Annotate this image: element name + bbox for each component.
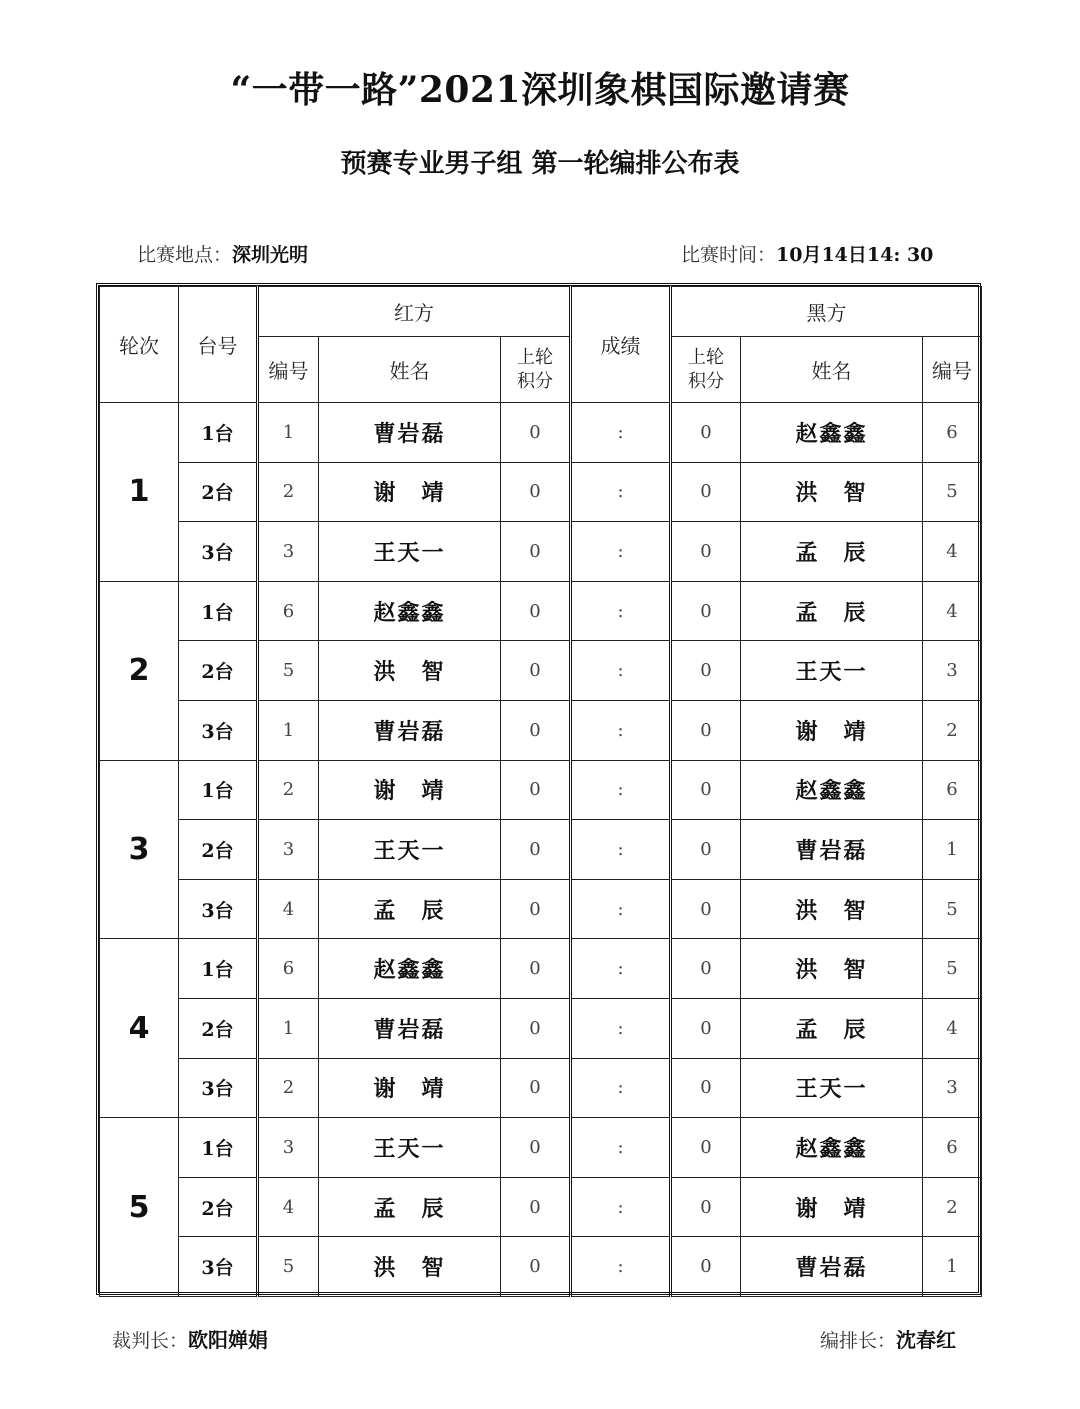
game-row <box>100 522 982 582</box>
red-player-name: 孟 辰 <box>319 1177 501 1237</box>
board-number: 3台 <box>179 700 258 760</box>
header-black: 黑方 <box>671 287 982 337</box>
pairing-table <box>99 286 982 1297</box>
black-player-name: 赵鑫鑫 <box>741 1118 923 1178</box>
red-prev-score: 0 <box>501 1237 571 1297</box>
board-number: 3台 <box>179 879 258 939</box>
red-player-name: 谢 靖 <box>319 462 501 522</box>
document-subtitle: 预赛专业男子组 第一轮编排公布表 <box>340 149 740 179</box>
red-player-name: 曹岩磊 <box>319 700 501 760</box>
black-player-number: 1 <box>923 820 982 880</box>
game-row <box>100 403 982 463</box>
red-player-number: 2 <box>258 760 319 820</box>
black-prev-score: 0 <box>671 522 741 582</box>
venue-line <box>137 240 308 267</box>
red-player-number: 2 <box>258 1058 319 1118</box>
red-prev-score: 0 <box>501 879 571 939</box>
game-row <box>100 1237 982 1297</box>
red-player-name: 谢 靖 <box>319 760 501 820</box>
red-player-name: 王天一 <box>319 820 501 880</box>
black-player-name: 洪 智 <box>741 879 923 939</box>
red-prev-score: 0 <box>501 760 571 820</box>
header-row-top <box>100 287 982 337</box>
game-row <box>100 760 982 820</box>
board-number: 3台 <box>179 522 258 582</box>
red-player-name: 曹岩磊 <box>319 998 501 1058</box>
black-player-name: 孟 辰 <box>741 998 923 1058</box>
black-player-number: 6 <box>923 1118 982 1178</box>
result-cell: : <box>571 462 671 522</box>
red-prev-score: 0 <box>501 998 571 1058</box>
header-black-prev-score <box>671 337 741 403</box>
board-number: 2台 <box>179 820 258 880</box>
board-number: 3台 <box>179 1058 258 1118</box>
red-prev-score: 0 <box>501 700 571 760</box>
black-player-name: 王天一 <box>741 1058 923 1118</box>
board-number: 3台 <box>179 1237 258 1297</box>
header-black-prev-score-1: 上轮 <box>688 346 725 368</box>
game-row <box>100 879 982 939</box>
board-number: 1台 <box>179 581 258 641</box>
header-red-number: 编号 <box>258 337 319 403</box>
red-player-number: 6 <box>258 581 319 641</box>
red-player-number: 4 <box>258 879 319 939</box>
result-cell: : <box>571 998 671 1058</box>
result-cell: : <box>571 581 671 641</box>
time-value: 10月14日14: 30 <box>776 244 934 266</box>
venue-label: 比赛地点： <box>137 244 233 266</box>
game-row <box>100 1058 982 1118</box>
black-prev-score: 0 <box>671 998 741 1058</box>
red-prev-score: 0 <box>501 1118 571 1178</box>
arranger-line <box>820 1324 956 1353</box>
black-player-number: 5 <box>923 939 982 999</box>
red-player-number: 3 <box>258 522 319 582</box>
chief-referee-label: 裁判长： <box>112 1330 189 1352</box>
game-row <box>100 1177 982 1237</box>
round-number: 1 <box>100 403 179 582</box>
red-prev-score: 0 <box>501 641 571 701</box>
black-prev-score: 0 <box>671 1118 741 1178</box>
header-black-name: 姓名 <box>741 337 923 403</box>
header-black-prev-score-2: 积分 <box>688 370 725 392</box>
red-prev-score: 0 <box>501 462 571 522</box>
red-player-number: 1 <box>258 403 319 463</box>
time-label: 比赛时间： <box>681 244 777 266</box>
header-red-prev-score-2: 积分 <box>517 370 553 392</box>
black-prev-score: 0 <box>671 820 741 880</box>
result-cell: : <box>571 879 671 939</box>
round-number: 3 <box>100 760 179 939</box>
black-player-number: 6 <box>923 760 982 820</box>
red-player-name: 赵鑫鑫 <box>319 939 501 999</box>
red-player-name: 王天一 <box>319 1118 501 1178</box>
header-red: 红方 <box>258 287 571 337</box>
game-row <box>100 939 982 999</box>
red-player-number: 2 <box>258 462 319 522</box>
pairing-table-body <box>100 287 982 1297</box>
game-row <box>100 998 982 1058</box>
red-player-name: 洪 智 <box>319 641 501 701</box>
game-row <box>100 581 982 641</box>
black-player-number: 6 <box>923 403 982 463</box>
red-player-name: 赵鑫鑫 <box>319 581 501 641</box>
red-player-number: 5 <box>258 1237 319 1297</box>
result-cell: : <box>571 522 671 582</box>
game-row <box>100 462 982 522</box>
red-player-name: 孟 辰 <box>319 879 501 939</box>
black-player-name: 谢 靖 <box>741 700 923 760</box>
pairing-table-frame <box>96 283 981 1295</box>
header-red-name: 姓名 <box>319 337 501 403</box>
board-number: 2台 <box>179 998 258 1058</box>
arranger-name: 沈春红 <box>896 1328 957 1352</box>
black-player-number: 5 <box>923 879 982 939</box>
arranger-label: 编排长： <box>820 1330 897 1352</box>
result-cell: : <box>571 641 671 701</box>
header-red-prev-score <box>501 337 571 403</box>
chief-referee-line <box>112 1324 268 1353</box>
black-player-number: 2 <box>923 700 982 760</box>
header-red-prev-score-1: 上轮 <box>517 346 553 368</box>
red-prev-score: 0 <box>501 1177 571 1237</box>
game-row <box>100 820 982 880</box>
venue-value: 深圳光明 <box>232 244 309 266</box>
red-prev-score: 0 <box>501 939 571 999</box>
board-number: 1台 <box>179 760 258 820</box>
red-player-number: 1 <box>258 700 319 760</box>
red-player-name: 洪 智 <box>319 1237 501 1297</box>
black-prev-score: 0 <box>671 939 741 999</box>
black-player-name: 孟 辰 <box>741 581 923 641</box>
game-row <box>100 1118 982 1178</box>
black-player-number: 5 <box>923 462 982 522</box>
red-player-name: 谢 靖 <box>319 1058 501 1118</box>
result-cell: : <box>571 760 671 820</box>
black-player-name: 谢 靖 <box>741 1177 923 1237</box>
black-player-number: 3 <box>923 641 982 701</box>
red-prev-score: 0 <box>501 522 571 582</box>
round-number: 5 <box>100 1118 179 1297</box>
game-row <box>100 700 982 760</box>
black-player-name: 赵鑫鑫 <box>741 760 923 820</box>
document-title: “一带一路”2021深圳象棋国际邀请赛 <box>230 69 850 111</box>
black-player-name: 曹岩磊 <box>741 1237 923 1297</box>
red-prev-score: 0 <box>501 403 571 463</box>
red-player-number: 3 <box>258 1118 319 1178</box>
header-round: 轮次 <box>100 287 179 403</box>
result-cell: : <box>571 1177 671 1237</box>
result-cell: : <box>571 1118 671 1178</box>
black-player-number: 2 <box>923 1177 982 1237</box>
black-player-number: 1 <box>923 1237 982 1297</box>
red-prev-score: 0 <box>501 820 571 880</box>
chief-referee-name: 欧阳婵娟 <box>188 1328 269 1352</box>
black-player-name: 洪 智 <box>741 462 923 522</box>
black-prev-score: 0 <box>671 700 741 760</box>
red-player-number: 1 <box>258 998 319 1058</box>
red-player-number: 3 <box>258 820 319 880</box>
black-player-name: 孟 辰 <box>741 522 923 582</box>
black-prev-score: 0 <box>671 760 741 820</box>
black-player-number: 3 <box>923 1058 982 1118</box>
red-prev-score: 0 <box>501 1058 571 1118</box>
board-number: 1台 <box>179 1118 258 1178</box>
result-cell: : <box>571 939 671 999</box>
black-player-name: 王天一 <box>741 641 923 701</box>
board-number: 1台 <box>179 403 258 463</box>
game-row <box>100 641 982 701</box>
board-number: 2台 <box>179 1177 258 1237</box>
black-prev-score: 0 <box>671 1237 741 1297</box>
header-result: 成绩 <box>571 287 671 403</box>
red-player-number: 6 <box>258 939 319 999</box>
header-board: 台号 <box>179 287 258 403</box>
black-prev-score: 0 <box>671 879 741 939</box>
black-player-name: 赵鑫鑫 <box>741 403 923 463</box>
black-prev-score: 0 <box>671 1058 741 1118</box>
red-prev-score: 0 <box>501 581 571 641</box>
round-number: 2 <box>100 581 179 760</box>
black-prev-score: 0 <box>671 403 741 463</box>
black-player-name: 曹岩磊 <box>741 820 923 880</box>
red-player-number: 5 <box>258 641 319 701</box>
result-cell: : <box>571 700 671 760</box>
black-prev-score: 0 <box>671 1177 741 1237</box>
black-prev-score: 0 <box>671 581 741 641</box>
result-cell: : <box>571 1058 671 1118</box>
black-player-name: 洪 智 <box>741 939 923 999</box>
red-player-name: 曹岩磊 <box>319 403 501 463</box>
red-player-number: 4 <box>258 1177 319 1237</box>
black-player-number: 4 <box>923 522 982 582</box>
black-prev-score: 0 <box>671 462 741 522</box>
result-cell: : <box>571 1237 671 1297</box>
board-number: 2台 <box>179 462 258 522</box>
board-number: 1台 <box>179 939 258 999</box>
round-number: 4 <box>100 939 179 1118</box>
header-black-number: 编号 <box>923 337 982 403</box>
result-cell: : <box>571 403 671 463</box>
result-cell: : <box>571 820 671 880</box>
black-player-number: 4 <box>923 998 982 1058</box>
board-number: 2台 <box>179 641 258 701</box>
time-line <box>681 240 933 267</box>
black-prev-score: 0 <box>671 641 741 701</box>
black-player-number: 4 <box>923 581 982 641</box>
red-player-name: 王天一 <box>319 522 501 582</box>
